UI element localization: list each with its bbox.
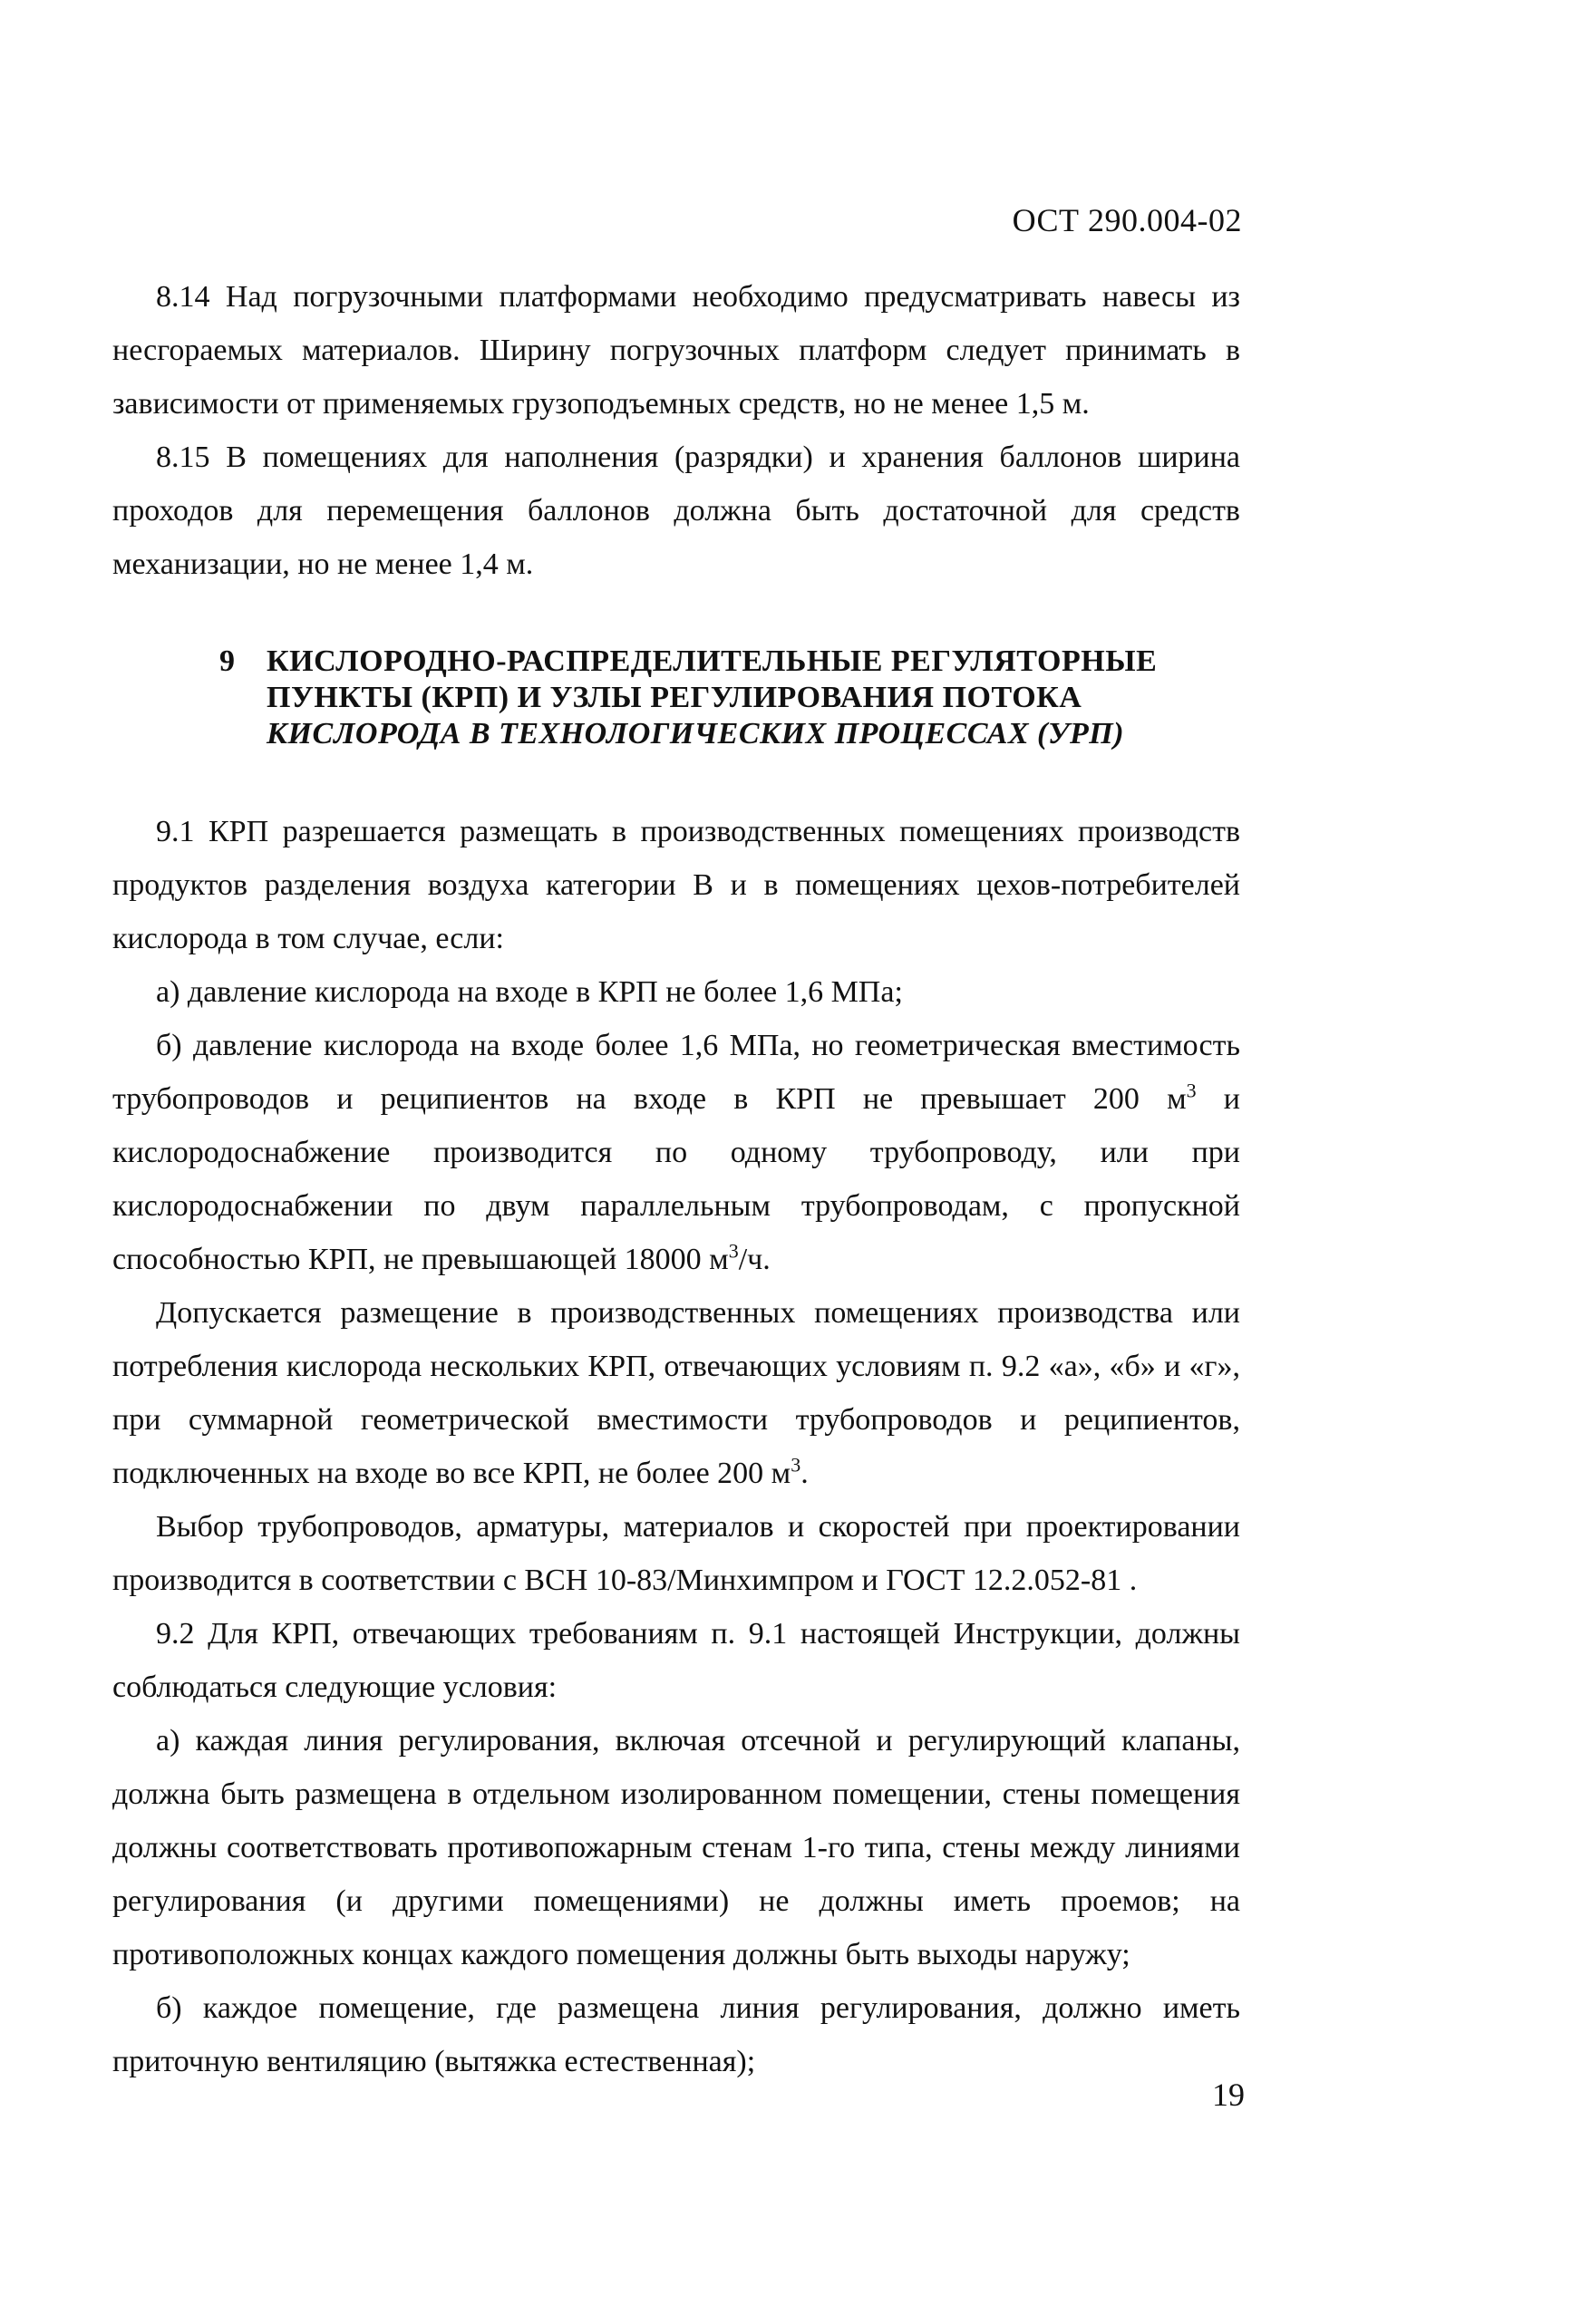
paragraph-allowance bbox=[112, 1286, 1240, 1500]
paragraph-9-2: 9.2 Для КРП, отвечающих требованиям п. 9.1 настоящей Инструкции, должны соблюдаться следующие условия: bbox=[112, 1617, 1240, 1704]
paragraph-selection: Выбор трубопроводов, арматуры, материалов и скоростей при проектировании производится в соответствии с ВСН 10-83/Минхимпром и ГОСТ 12.2.052-81 . bbox=[112, 1510, 1240, 1597]
document-code: ОСТ 290.004-02 bbox=[1012, 202, 1242, 238]
superscript-cubic-2: 3 bbox=[728, 1239, 739, 1263]
paragraph-9-2-b: б) каждое помещение, где размещена линия регулирования, должно иметь приточную вентиляцию (вытяжка естественная); bbox=[112, 1991, 1240, 2078]
superscript-cubic-3: 3 bbox=[791, 1453, 801, 1477]
paragraph-9-1-a: а) давление кислорода на входе в КРП не более 1,6 МПа; bbox=[156, 975, 903, 1009]
paragraph-9-2-a: а) каждая линия регулирования, включая отсечной и регулирующий клапаны, должна быть размещена в отдельном изолированном помещении, стены помещения должны соответствовать противопожарным стенам 1-го типа, стены между линиями регулирования (и другими помещениями) не должны иметь проемов; на противоположных концах каждого помещения должны быть выходы наружу; bbox=[112, 1724, 1240, 1971]
paragraph-8-14: 8.14 Над погрузочными платформами необходимо предусматривать навесы из несгораемых материалов. Ширину погрузочных платформ следует принимать в зависимости от применяемых грузоподъемных средств, но не менее 1,5 м. bbox=[112, 280, 1240, 421]
page-content bbox=[112, 270, 1240, 2088]
section-9-title-line-3: КИСЛОРОДА В ТЕХНОЛОГИЧЕСКИХ ПРОЦЕССАХ (УРП) bbox=[267, 717, 1125, 750]
paragraph-9-1: 9.1 КРП разрешается размещать в производственных помещениях производств продуктов разделения воздуха категории В и в помещениях цехов-потребителей кислорода в том случае, если: bbox=[112, 815, 1240, 955]
paragraph-allowance-text-2: . bbox=[800, 1457, 809, 1490]
section-9-title-text-1: КИСЛОРОДНО-РАСПРЕДЕЛИТЕЛЬНЫЕ РЕГУЛЯТОРНЫЕ bbox=[267, 644, 1158, 678]
section-9-title-line-1 bbox=[219, 644, 1240, 680]
paragraph-8-15: 8.15 В помещениях для наполнения (разрядки) и хранения баллонов ширина проходов для перемещения баллонов должна быть достаточной для средств механизации, но не менее 1,4 м. bbox=[112, 441, 1240, 581]
section-9-number: 9 bbox=[219, 644, 236, 678]
paragraph-allowance-text-1: Допускается размещение в производственных помещениях производства или потребления кислорода нескольких КРП, отвечающих условиям п. 9.2 «а», «б» и «г», при суммарной геометрической вместимости трубопроводов и реципиентов, подключенных на входе во все КРП, не более 200 м bbox=[112, 1296, 1240, 1490]
section-9-title-line-2: ПУНКТЫ (КРП) И УЗЛЫ РЕГУЛИРОВАНИЯ ПОТОКА bbox=[267, 681, 1082, 714]
paragraph-9-1-b-text-3: /ч. bbox=[738, 1243, 771, 1276]
page-number: 19 bbox=[1212, 2077, 1245, 2113]
paragraph-9-1-b-text-1: б) давление кислорода на входе более 1,6 МПа, но геометрическая вместимость трубопроводов и реципиентов на входе в КРП не превышает 200 м bbox=[112, 1029, 1240, 1116]
superscript-cubic-1: 3 bbox=[1186, 1079, 1197, 1102]
paragraph-9-1-b bbox=[112, 1019, 1240, 1286]
section-9-heading bbox=[112, 644, 1240, 752]
paragraph-9-1-b-text-2: и кислородоснабжение производится по одному трубопроводу, или при кислородоснабжении по двум параллельным трубопроводам, с пропускной способностью КРП, не превышающей 18000 м bbox=[112, 1082, 1240, 1276]
